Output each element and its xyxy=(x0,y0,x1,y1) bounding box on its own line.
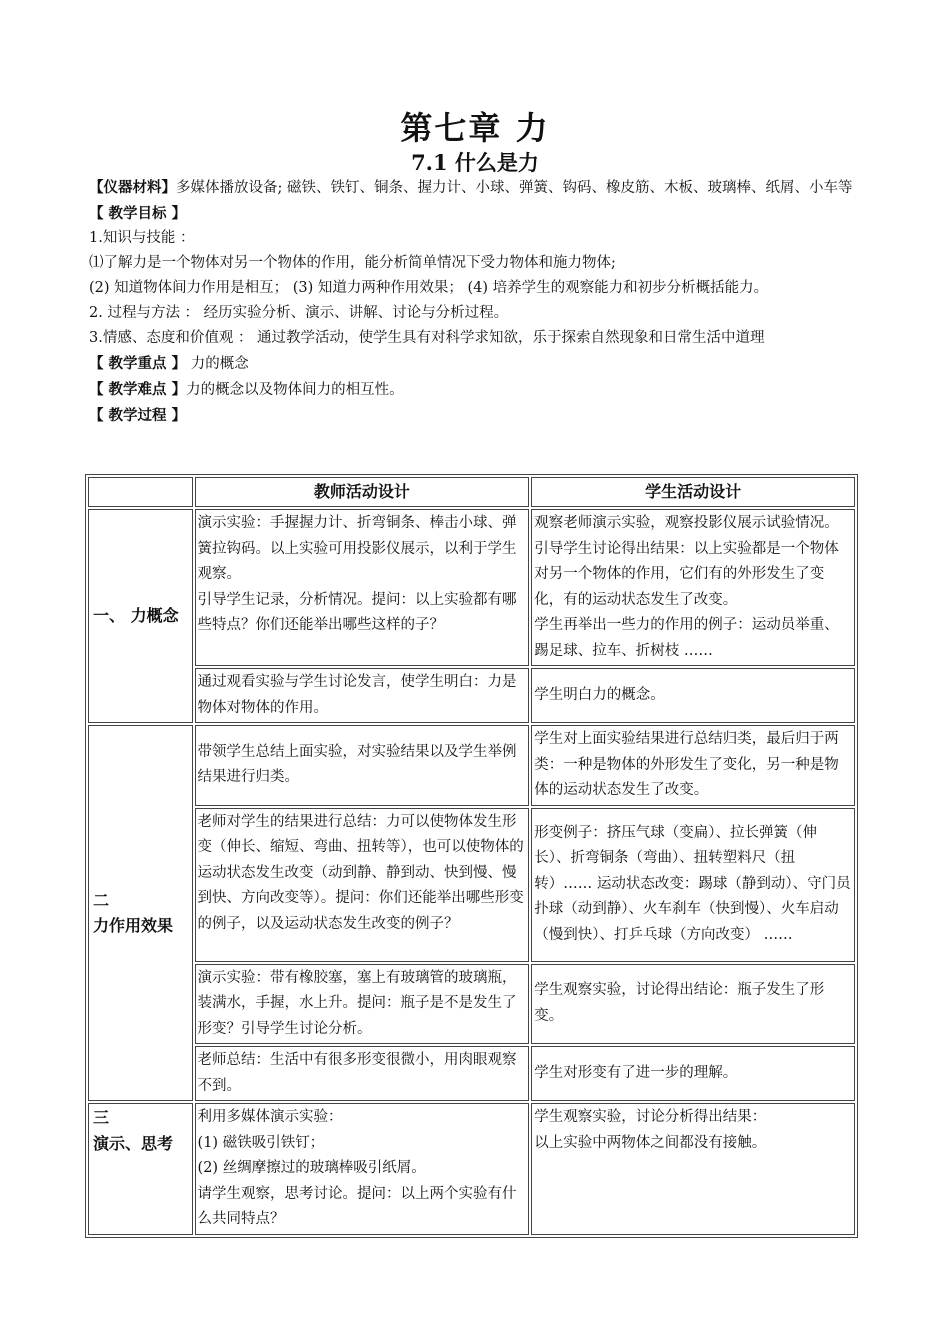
header-empty-cell xyxy=(88,477,193,507)
difficulty-label: 【 教学难点 】 xyxy=(89,381,187,398)
objective-item: 3.情感、态度和价值观 ： 通过教学活动，使学生具有对科学求知欲，乐于探索自然现象和日常生活中道理 xyxy=(89,330,765,346)
materials-text: 多媒体播放设备; 磁铁、铁钉、铜条、握力计、小球、弹簧、钩码、橡皮筋、木板、玻璃棒、纸屑、小车等 xyxy=(176,180,853,196)
difficulty-text: 力的概念以及物体间力的相互性。 xyxy=(186,382,404,398)
section-title: 二 力作用效果 xyxy=(88,725,193,1101)
materials-line xyxy=(89,175,865,201)
teacher-cell: 演示实验：带有橡胶塞，塞上有玻璃管的玻璃瓶，装满水，手握，水上升。提问：瓶子是不是发生了形变？引导学生讨论分析。 xyxy=(195,964,530,1045)
lesson-subtitle: 7.1 什么是力 xyxy=(411,150,539,175)
table-row xyxy=(88,668,855,723)
teacher-cell: 演示实验：手握握力计、折弯铜条、棒击小球、弹簧拉钩码。以上实验可用投影仪展示，以利于学生观察。 引导学生记录，分析情况。提问：以上实验都有哪些特点？你们还能举出哪些这样的子？ xyxy=(195,509,530,666)
objectives-heading: 【 教学目标 】 xyxy=(89,205,187,222)
difficulty-line xyxy=(89,377,865,403)
student-cell: 学生观察实验，讨论得出结论：瓶子发生了形变。 xyxy=(531,964,855,1045)
section-title: 一、 力概念 xyxy=(88,509,193,723)
objective-item: ⑴了解力是一个物体对另一个物体的作用，能分析简单情况下受力物体和施力物体; xyxy=(89,255,616,271)
teacher-cell: 老师对学生的结果进行总结：力可以使物体发生形变（伸长、缩短、弯曲、扭转等），也可以使物体的运动状态发生改变（动到静、静到动、快到慢、慢到快、方向改变等）。提问：你们还能举出哪些形变的例子，以及运动状态发生改变的例子？ xyxy=(195,808,530,962)
student-cell: 学生观察实验，讨论分析得出结果： 以上实验中两物体之间都没有接触。 xyxy=(531,1103,855,1235)
key-point-label: 【 教学重点 】 xyxy=(89,355,187,372)
key-point-line xyxy=(89,351,865,377)
student-cell: 学生对上面实验结果进行总结归类，最后归于两类：一种是物体的外形发生了变化，另一种是物体的运动状态发生了改变。 xyxy=(531,725,855,806)
teacher-cell: 老师总结：生活中有很多形变很微小，用肉眼观察不到。 xyxy=(195,1046,530,1101)
table-row xyxy=(88,1046,855,1101)
student-cell: 学生对形变有了进一步的理解。 xyxy=(531,1046,855,1101)
student-cell: 学生明白力的概念。 xyxy=(531,668,855,723)
lesson-intro xyxy=(89,175,865,428)
key-point-text: 力的概念 xyxy=(186,356,249,372)
section-title: 三 演示、思考 xyxy=(88,1103,193,1235)
table-row xyxy=(88,509,855,666)
objective-item: 1.知识与技能 ： xyxy=(89,230,195,246)
student-cell: 形变例子：挤压气球（变扁）、拉长弹簧（伸长）、折弯铜条（弯曲）、扭转塑料尺（扭转）…… 运动状态改变：踢球（静到动）、守门员扑球（动到静）、火车刹车（快到慢）、火车启动（慢到快）、打乒乓球（方向改变） …… xyxy=(531,808,855,962)
table-row xyxy=(88,725,855,806)
table-header-row xyxy=(88,477,855,507)
table-row xyxy=(88,808,855,962)
student-cell: 观察老师演示实验，观察投影仪展示试验情况。引导学生讨论得出结果：以上实验都是一个物体对另一个物体的作用，它们有的外形发生了变化，有的运动状态发生了改变。 学生再举出一些力的作用的例子：运动员举重、踢足球、拉车、折树枝 …… xyxy=(531,509,855,666)
teacher-cell: 利用多媒体演示实验： (1) 磁铁吸引铁钉； (2) 丝绸摩擦过的玻璃棒吸引纸屑。 请学生观察，思考讨论。提问：以上两个实验有什么共同特点？ xyxy=(195,1103,530,1235)
header-teacher: 教师活动设计 xyxy=(195,477,530,507)
lesson-process-table xyxy=(85,474,858,1238)
chapter-title: 第七章 力 xyxy=(400,109,550,147)
header-student: 学生活动设计 xyxy=(531,477,855,507)
process-heading: 【 教学过程 】 xyxy=(89,407,187,424)
teacher-cell: 带领学生总结上面实验，对实验结果以及学生举例结果进行归类。 xyxy=(195,725,530,806)
table-row xyxy=(88,1103,855,1235)
table-row xyxy=(88,964,855,1045)
objective-item: 2. 过程与方法 ： 经历实验分析、演示、讲解、讨论与分析过程。 xyxy=(89,305,509,321)
teacher-cell: 通过观看实验与学生讨论发言，使学生明白：力是物体对物体的作用。 xyxy=(195,668,530,723)
materials-label: 【仪器材料】 xyxy=(89,179,176,196)
objective-item: (2) 知道物体间力作用是相互； (3) 知道力两种作用效果； (4) 培养学生的观察能力和初步分析概括能力。 xyxy=(89,280,769,296)
